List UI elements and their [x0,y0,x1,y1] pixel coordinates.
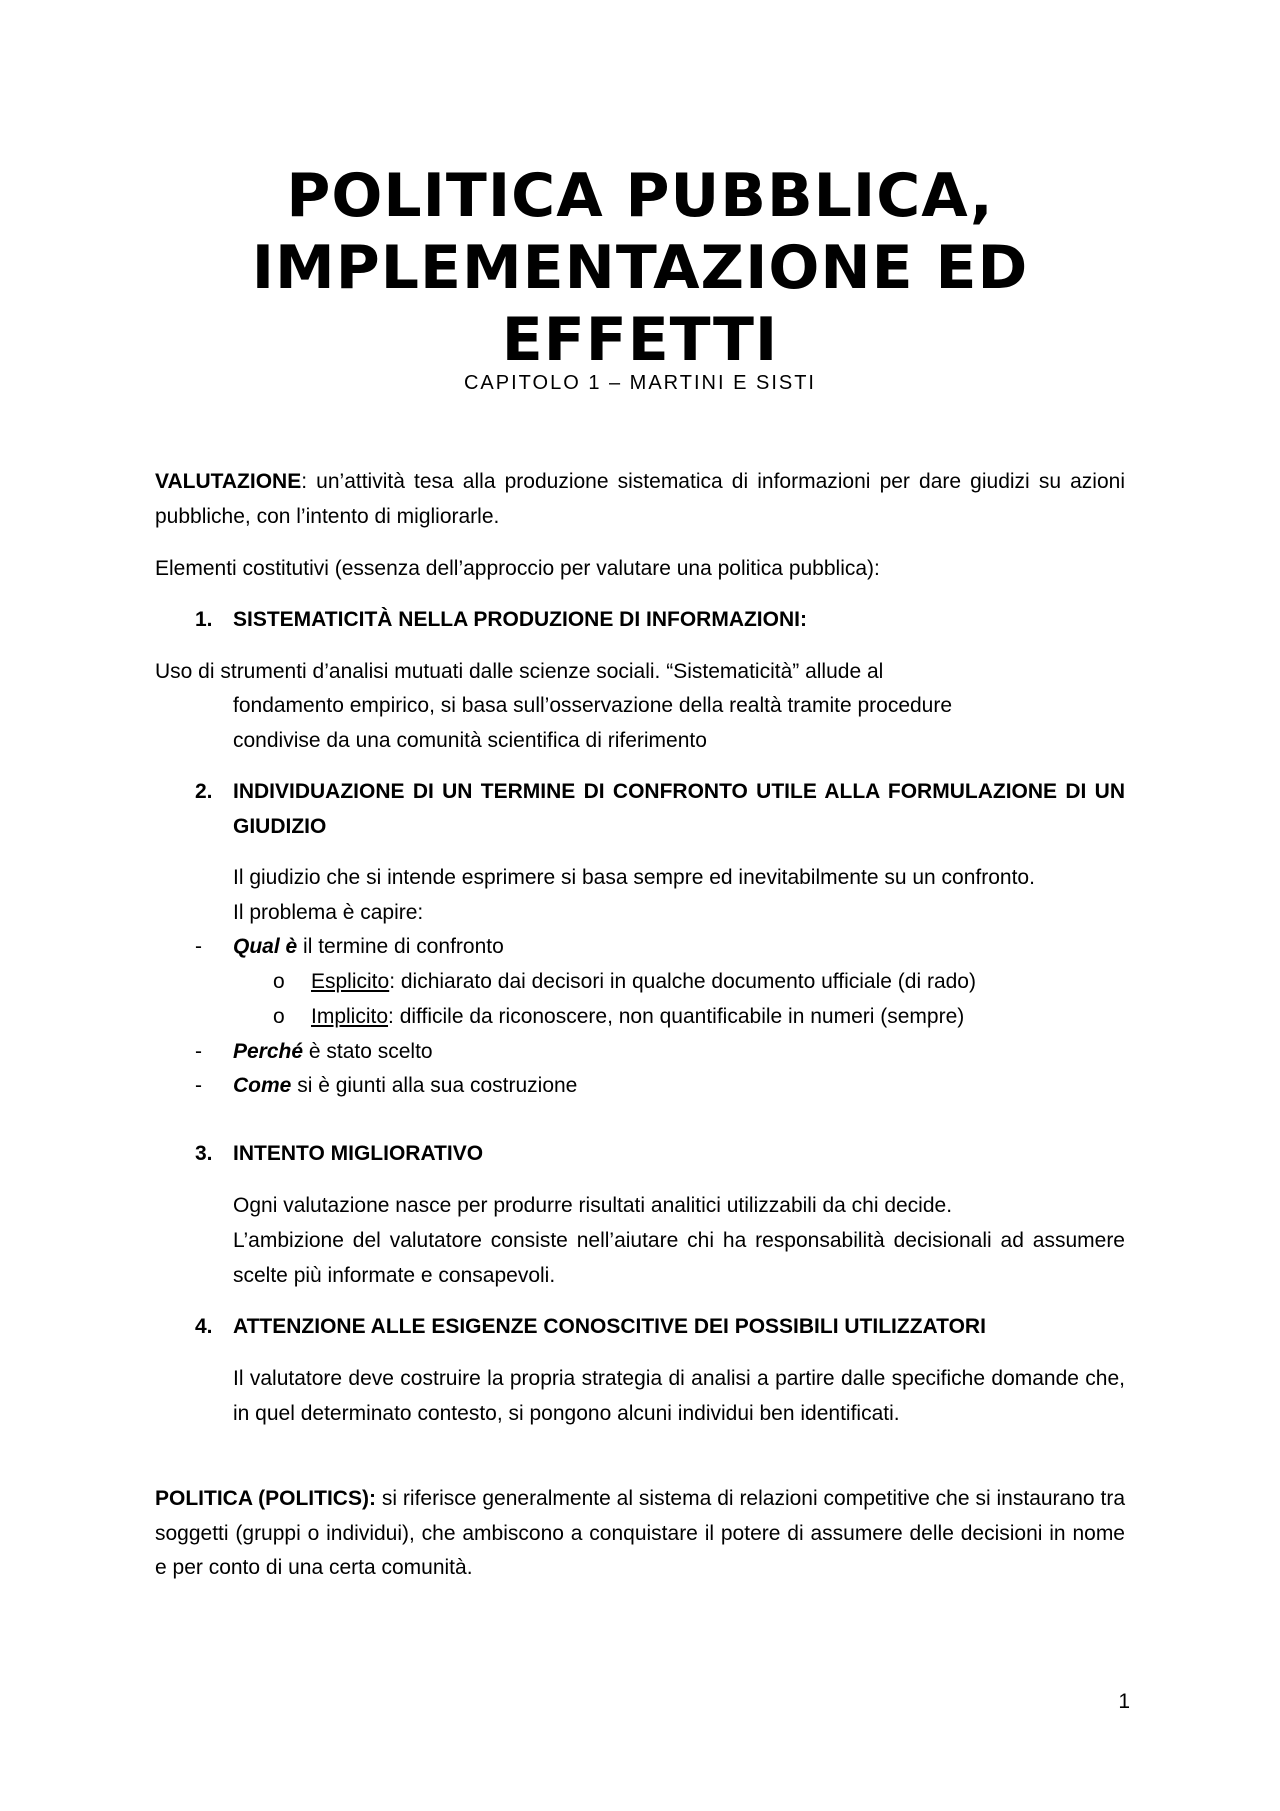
item-2-body: Il giudizio che si intende esprimere si basa sempre ed inevitabilmente su un confronto. Il problema è capire: [233,866,1035,924]
politica-paragraph [155,1482,1125,1586]
list-heading-text: INTENTO MIGLIORATIVO [233,1142,484,1165]
list-heading-text: INDIVIDUAZIONE DI UN TERMINE DI CONFRONTO UTILE ALLA FORMULAZIONE DI UN GIUDIZIO [233,780,1125,838]
page-number: 1 [1118,1690,1130,1713]
valutazione-term: VALUTAZIONE [155,470,302,493]
dash-text: il termine di confronto [297,935,504,958]
dash-text: è stato scelto [303,1040,433,1063]
title-line: IMPLEMENTAZIONE ED [251,233,1029,303]
item-4-body: Il valutatore deve costruire la propria strategia di analisi a partire dalle specifiche domande che, in quel determinato contesto, si pongono alcuni individui ben identificati. [233,1367,1125,1425]
dash-bullet: - [195,1040,202,1063]
list-heading-text: ATTENZIONE ALLE ESIGENZE CONOSCITIVE DEI POSSIBILI UTILIZZATORI [233,1315,986,1338]
sub-text: : difficile da riconoscere, non quantificabile in numeri (sempre) [388,1005,965,1028]
item-1-body-line: condivise da una comunità scientifica di riferimento [233,729,707,752]
dash-bullet: - [195,935,202,958]
dash-bullet: - [195,1074,202,1097]
elementi-intro: Elementi costitutivi (essenza dell’approccio per valutare una politica pubblica): [155,557,880,580]
document-subtitle: CAPITOLO 1 – MARTINI E SISTI [463,372,816,394]
dash-text: si è giunti alla sua costruzione [291,1074,578,1097]
dash-emphasis: Qual è [233,935,298,958]
circle-bullet: o [273,1005,285,1028]
dash-emphasis: Perché [233,1040,304,1063]
item-3-body: L’ambizione del valutatore consiste nell’aiutare chi ha responsabilità decisionali ad assumere scelte più informate e consapevoli. [233,1229,1125,1287]
item-1-body-line: fondamento empirico, si basa sull’osservazione della realtà tramite procedure [233,694,953,717]
valutazione-definition: : un’attività tesa alla produzione sistematica di informazioni per dare giudizi su azioni pubbliche, con l’intento di migliorarle. [155,470,1125,528]
list-number: 2. [195,780,213,803]
item-1-body-line: Uso di strumenti d’analisi mutuati dalle scienze sociali. “Sistematicità” allude al [155,660,884,683]
sub-term: Implicito [311,1005,389,1028]
title-line: EFFETTI [501,305,779,375]
title-line: POLITICA PUBBLICA, [286,161,994,231]
sub-term: Esplicito [311,970,390,993]
item-3-body-line: Ogni valutazione nasce per produrre risultati analitici utilizzabili da chi decide. [233,1194,953,1217]
list-number: 3. [195,1142,213,1165]
valutazione-paragraph [155,465,1125,534]
dash-emphasis: Come [233,1074,292,1097]
circle-bullet: o [273,970,285,993]
politica-definition: si riferisce generalmente al sistema di relazioni competitive che si instaurano tra soggetti (gruppi o individui), che ambiscono a conquistare il potere di assumere delle decisioni in nome e per conto di una certa comunità. [155,1487,1125,1579]
list-heading-text: SISTEMATICITÀ NELLA PRODUZIONE DI INFORMAZIONI: [233,608,807,631]
sub-text: : dichiarato dai decisori in qualche documento ufficiale (di rado) [389,970,976,993]
document-title [0,160,1280,376]
list-number: 1. [195,608,213,631]
politica-term: POLITICA (POLITICS): [155,1487,376,1510]
list-number: 4. [195,1315,213,1338]
